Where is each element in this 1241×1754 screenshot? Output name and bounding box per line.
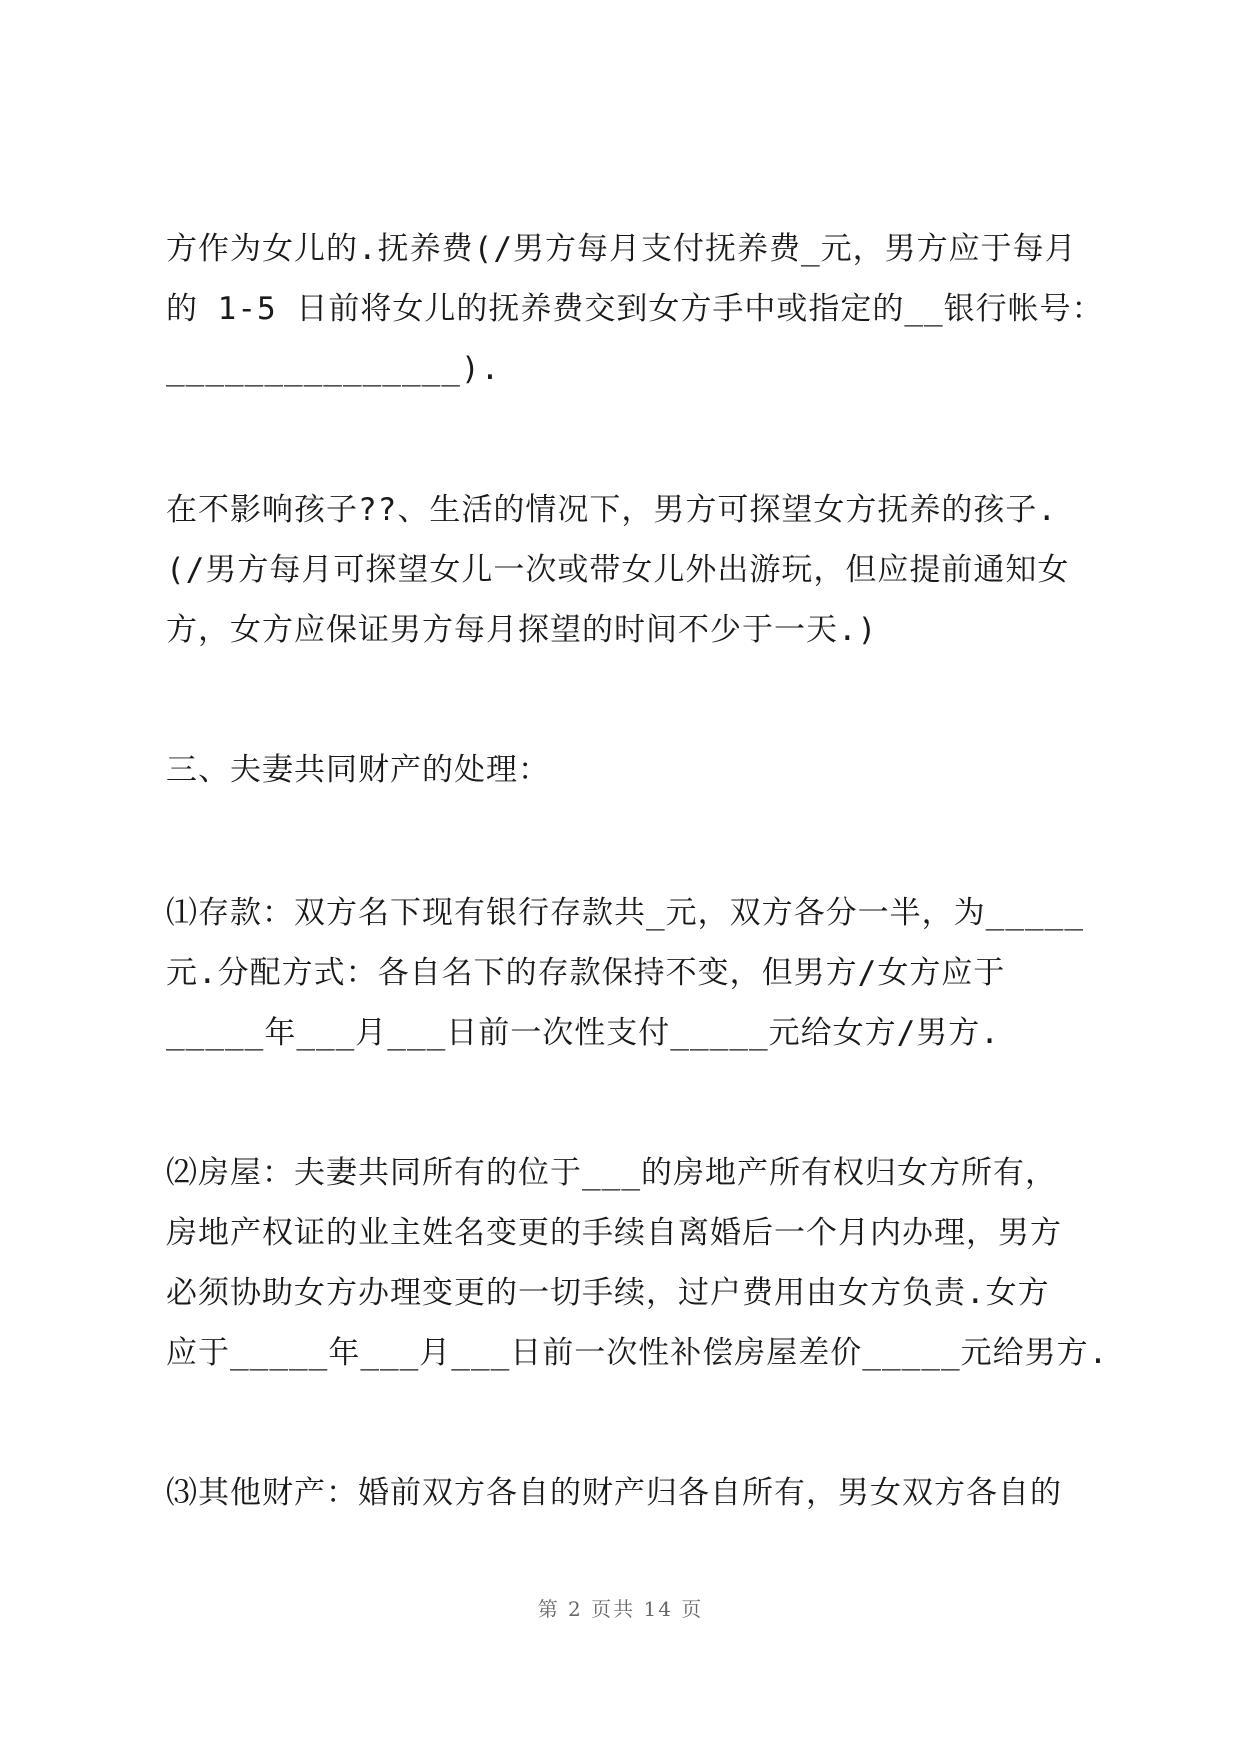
- text-line: ⑶其他财产：婚前双方各自的财产归各自所有，男女双方各自的: [166, 1475, 1062, 1511]
- text-line: _______________).: [166, 351, 501, 387]
- page-number-footer: 第 2 页共 14 页: [537, 1597, 704, 1621]
- text-line: ⑴存款：双方名下现有银行存款共_元，双方各分一半，为_____: [166, 895, 1084, 931]
- text-line: _____年___月___日前一次性支付_____元给女方/男方.: [166, 1015, 1000, 1051]
- text-line: 方作为女儿的.抚养费(/男方每月支付抚养费_元，男方应于每月: [166, 231, 1077, 267]
- section-heading: 三、夫妻共同财产的处理：: [166, 752, 550, 788]
- text-line: (/男方每月可探望女儿一次或带女儿外出游玩，但应提前通知女: [166, 552, 1070, 588]
- text-line: 的 1-5 日前将女儿的抚养费交到女方手中或指定的__银行帐号：: [166, 291, 1104, 327]
- text-line: 元.分配方式：各自名下的存款保持不变，但男方/女方应于: [166, 955, 1006, 991]
- text-line: 必须协助女方办理变更的一切手续，过户费用由女方负责.女方: [166, 1275, 1050, 1311]
- text-line: 房地产权证的业主姓名变更的手续自离婚后一个月内办理，男方: [166, 1215, 1062, 1251]
- text-line: ⑵房屋：夫妻共同所有的位于___的房地产所有权归女方所有，: [166, 1155, 1057, 1191]
- text-line: 方，女方应保证男方每月探望的时间不少于一天.): [166, 612, 878, 648]
- text-line: 在不影响孩子??、生活的情况下，男方可探望女方抚养的孩子.: [166, 492, 1057, 528]
- text-line: 应于_____年___月___日前一次性补偿房屋差价_____元给男方.: [166, 1335, 1109, 1371]
